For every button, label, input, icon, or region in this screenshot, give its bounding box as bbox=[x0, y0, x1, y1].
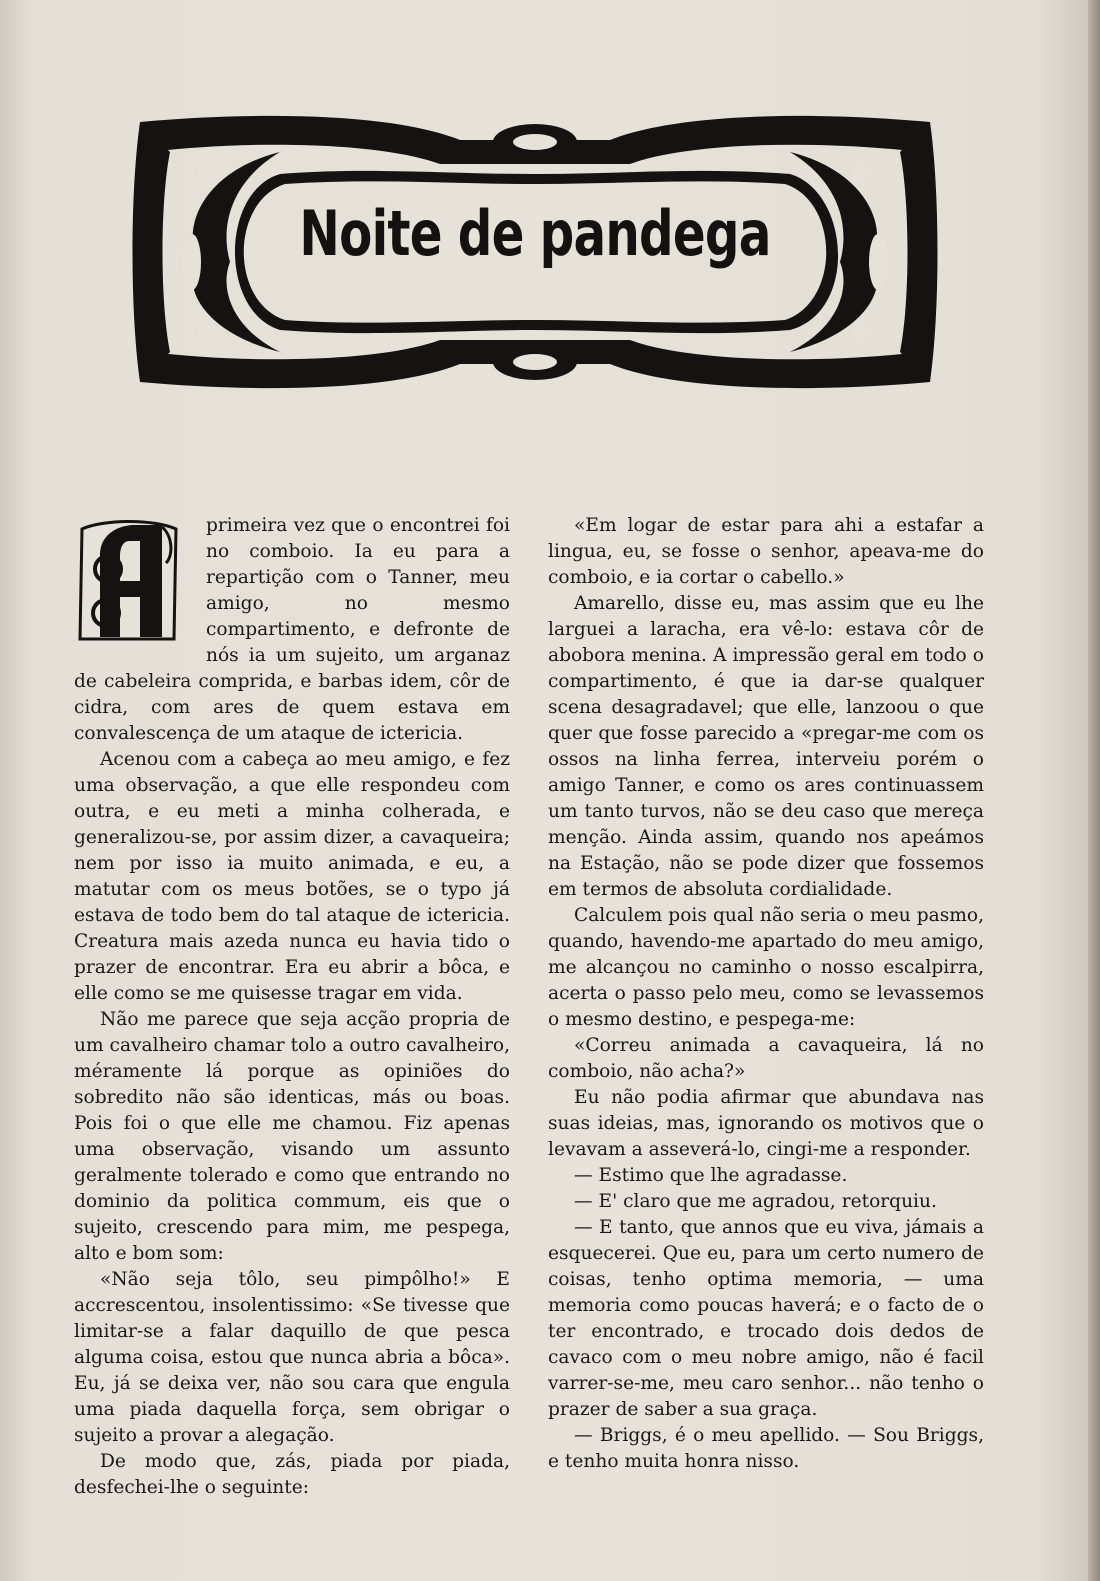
right-paragraph-5: Eu não podia afirmar que abundava nas suas ideias, mas, ignorando os motivos que o levavam a asseverá-lo, cingi-me a responder. bbox=[548, 1087, 984, 1160]
left-paragraph-2: Acenou com a cabeça ao meu amigo, e fez uma observação, a que elle respondeu com outra, e eu meti a minha colherada, e generalizou-se, por assim dizer, a cavaqueira; nem por isso ia muito animada, e eu, a matutar com os meus botões, se o typo já estava de todo bem do tal ataque de ictericia. Creatura mais azeda nunca eu havia tido o prazer de encontrar. Era eu abrir a bôca, e elle como se me quisesse tragar em vida. bbox=[74, 749, 510, 1004]
drop-cap-letter: A bbox=[74, 515, 75, 516]
right-paragraph-7: — E' claro que me agradou, retorquiu. bbox=[574, 1191, 937, 1212]
right-paragraph-2: Amarello, disse eu, mas assim que eu lhe larguei a laracha, era vê-lo: estava côr de abobora menina. A impressão geral em todo o compartimento, é que ia dar-se qualquer scena desagradavel; que elle, lanzoou o que quer que fosse parecido a «pregar-me com os ossos na linha ferrea, interveiu porém o amigo Tanner, e como os ares continuassem um tanto turvos, não se deu caso que mereça menção. Ainda assim, quando nos apeámos na Estação, não se pode dizer que fossemos em termos de absoluta cordialidade. bbox=[548, 593, 984, 900]
book-spine-edge bbox=[1088, 0, 1100, 1581]
left-paragraph-5: De modo que, zás, piada por piada, desfechei-lhe o seguinte: bbox=[74, 1451, 510, 1498]
left-paragraph-3: Não me parece que seja acção propria de um cavalheiro chamar tolo a outro cavalheiro, méramente lá porque as opiniões do sobredito não são identicas, más ou boas. Pois foi o que elle me chamou. Fiz apenas uma observação, visando um assunto geralmente tolerado e como que entrando no dominio da politica commum, eis que o sujeito, crescendo para mim, me pespega, alto e bom som: bbox=[74, 1009, 510, 1264]
ornamental-initial-letter-icon bbox=[74, 515, 184, 645]
left-column bbox=[74, 513, 510, 1501]
page-title: Noite de pandega bbox=[299, 197, 771, 270]
right-paragraph-3: Calculem pois qual não seria o meu pasmo, quando, havendo-me apartado do meu amigo, me alcançou no caminho o nosso escalpirra, acerta o passo pelo meu, como se levassemos o mesmo destino, e pespega-me: bbox=[548, 905, 984, 1030]
left-paragraph-1: primeira vez que o encontrei foi no comboio. Ia eu para a repartição com o Tanner, meu amigo, no mesmo compartimento, e defronte de nós ia um sujeito, um arganaz de cabeleira comprida, e barbas idem, côr de cidra, com ares de quem estava em convalescença de um ataque de ictericia. bbox=[74, 515, 510, 744]
title-banner bbox=[130, 112, 940, 392]
right-column bbox=[548, 513, 984, 1475]
right-paragraph-9: — Briggs, é o meu apellido. — Sou Briggs, e tenho muita honra nisso. bbox=[548, 1425, 984, 1472]
right-paragraph-8: — E tanto, que annos que eu viva, jámais a esquecerei. Que eu, para um certo numero de coisas, tenho optima memoria, — uma memoria como poucas haverá; e o facto de o ter encontrado, e trocado dois dedos de cavaco com o meu nobre amigo, não é facil varrer-se-me, meu caro senhor... não tenho o prazer de saber a sua graça. bbox=[548, 1217, 984, 1420]
left-paragraph-4: «Não seja tôlo, seu pimpôlho!» E accrescentou, insolentissimo: «Se tivesse que limitar-se a falar daquillo de que pesca alguma coisa, estou que nunca abria a bôca». Eu, já se deixa ver, não sou cara que engula uma piada daquella força, sem obrigar o sujeito a provar a alegação. bbox=[74, 1269, 510, 1446]
right-paragraph-6: — Estimo que lhe agradasse. bbox=[574, 1165, 848, 1186]
right-paragraph-4: «Correu animada a cavaqueira, lá no comboio, não acha?» bbox=[548, 1035, 984, 1082]
right-paragraph-1: «Em logar de estar para ahi a estafar a lingua, eu, se fosse o senhor, apeava-me do comboio, e ia cortar o cabello.» bbox=[548, 515, 984, 588]
drop-cap bbox=[74, 515, 184, 645]
